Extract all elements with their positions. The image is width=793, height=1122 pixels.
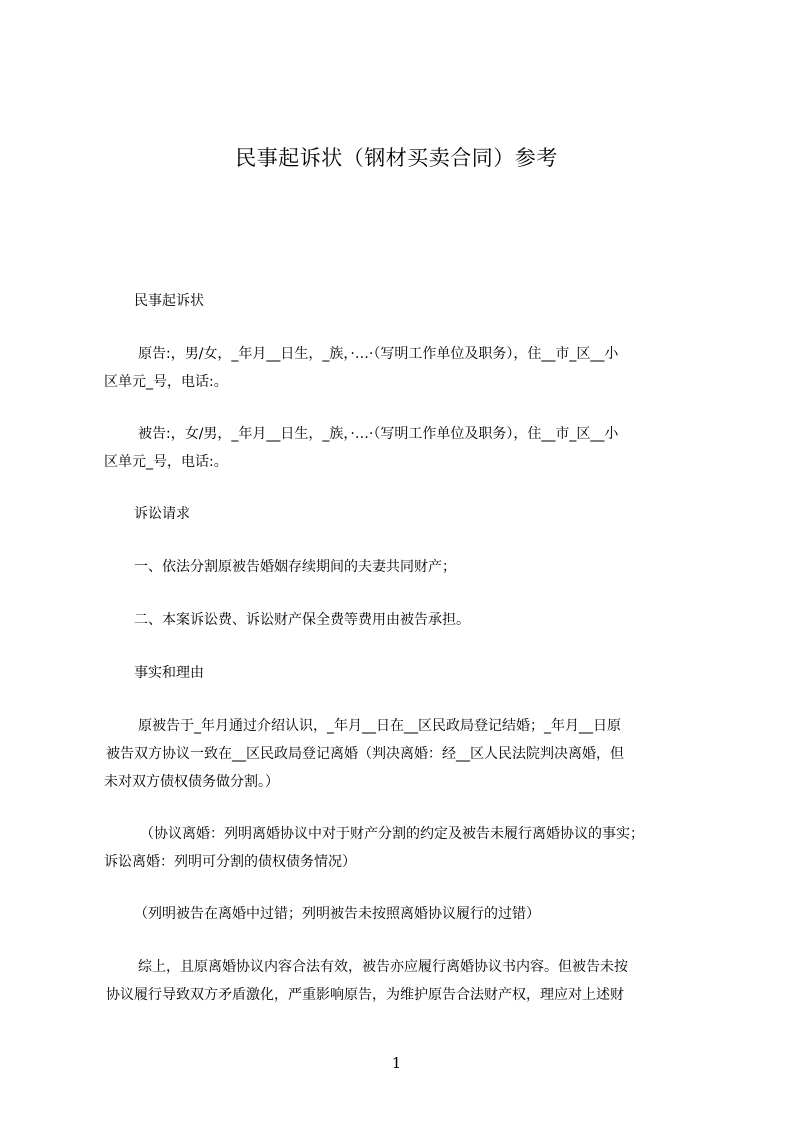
plaintiff-line-2: 区单元_号，电话:。 [104,374,228,390]
conclusion-paragraph [104,953,714,1009]
claim-item-1 [104,553,714,581]
note1-line-1: （协议离婚：列明离婚协议中对于财产分割的约定及被告未履行离婚协议的事实； [140,826,644,842]
document-title: 民事起诉状（钢材买卖合同）参考 [235,146,558,170]
claims-heading [104,500,714,528]
note2-text: （列明被告在离婚中过错；列明被告未按照离婚协议履行的过错） [134,906,540,922]
facts-heading-text: 事实和理由 [134,665,204,681]
claims-heading-text: 诉讼请求 [134,506,190,522]
section-heading-complaint [104,287,714,315]
facts-paragraph [104,712,714,796]
plaintiff-line-1: 原告:，男/女，_年月__日生，_族，·…·（写明工作单位及职务），住__市_区__小 [138,346,619,362]
note1-line-2: 诉讼离婚：列明可分割的债权债务情况） [104,854,356,870]
defendant-line-1: 被告:，女/男，_年月__日生，_族，·…·（写明工作单位及职务），住__市_区__小 [138,426,619,442]
conclusion-line-2: 协议履行导致双方矛盾激化，严重影响原告，为维护原告合法财产权，理应对上述财 [106,987,624,1003]
page-number: 1 [391,1054,402,1072]
defendant-line-2: 区单元_号，电话:。 [104,454,228,470]
facts-line-2: 被告双方协议一致在__区民政局登记离婚（判决离婚：经__区人民法院判决离婚，但 [106,746,624,762]
facts-line-3: 未对双方债权债务做分割。） [104,774,279,790]
plaintiff-paragraph [104,340,714,396]
claim-2-text: 二、本案诉讼费、诉讼财产保全费等费用由被告承担。 [134,612,470,628]
claim-1-text: 一、依法分割原被告婚姻存续期间的夫妻共同财产； [134,559,456,575]
note-paragraph-2 [104,900,714,928]
defendant-paragraph [104,420,714,476]
heading-text: 民事起诉状 [134,293,204,309]
facts-line-1: 原被告于_年月通过介绍认识，_年月__日在__区民政局登记结婚；_年月__日原 [138,718,621,734]
facts-heading [104,659,714,687]
note-paragraph-1 [104,820,714,876]
conclusion-line-1: 综上，且原离婚协议内容合法有效，被告亦应履行离婚协议书内容。但被告未按 [138,959,628,975]
claim-item-2 [104,606,714,634]
